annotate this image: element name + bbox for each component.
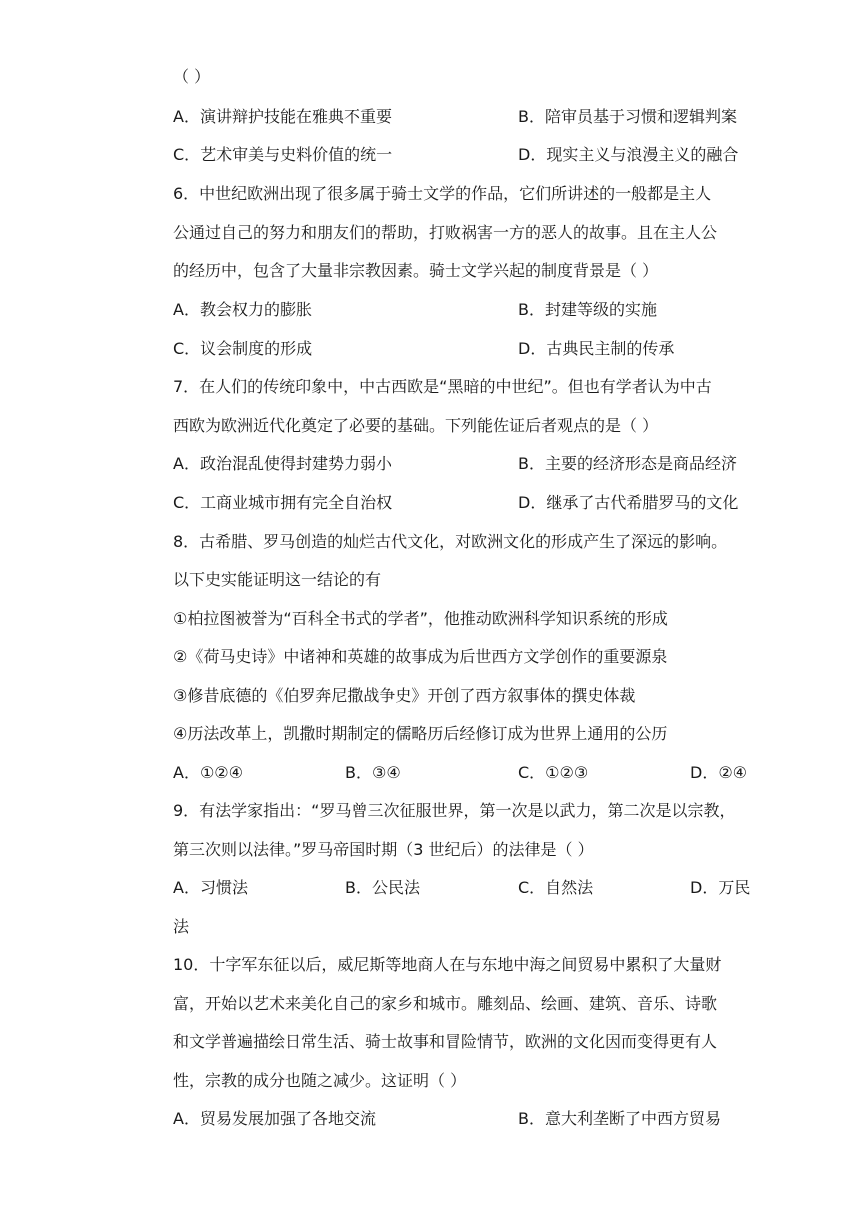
q8-option-a: A．①②④ <box>173 763 243 782</box>
q10-option-a: A．贸易发展加强了各地交流 <box>173 1109 376 1128</box>
q9-line-2: 第三次则以法律。”罗马帝国时期（3 世纪后）的法律是（ ） <box>173 840 594 859</box>
q10-line-4: 性，宗教的成分也随之减少。这证明（ ） <box>173 1071 467 1090</box>
q6-option-a: A．教会权力的膨胀 <box>173 300 312 319</box>
q10-option-b: B．意大利垄断了中西方贸易 <box>518 1109 721 1128</box>
q7-option-b: B．主要的经济形态是商品经济 <box>518 454 737 473</box>
q7-line-1: 7．在人们的传统印象中，中古西欧是“黑暗的中世纪”。但也有学者认为中古 <box>173 377 712 396</box>
q6-line-3: 的经历中，包含了大量非宗教因素。骑士文学兴起的制度背景是（ ） <box>173 261 659 280</box>
q9-option-d-wrap: 法 <box>173 917 190 936</box>
q6-line-1: 6．中世纪欧洲出现了很多属于骑士文学的作品，它们所讲述的一般都是主人 <box>173 184 712 203</box>
q8-statement-3: ③修昔底德的《伯罗奔尼撒战争史》开创了西方叙事体的撰史体裁 <box>173 686 636 705</box>
q9-option-c: C．自然法 <box>518 878 594 897</box>
q8-statement-1: ①柏拉图被誉为“百科全书式的学者”，他推动欧洲科学知识系统的形成 <box>173 609 668 628</box>
q9-line-1: 9．有法学家指出：“罗马曾三次征服世界，第一次是以武力，第二次是以宗教， <box>173 801 736 820</box>
q7-option-a: A．政治混乱使得封建势力弱小 <box>173 454 392 473</box>
q9-option-b: B．公民法 <box>345 878 420 897</box>
q8-line-1: 8．古希腊、罗马创造的灿烂古代文化，对欧洲文化的形成产生了深远的影响。 <box>173 532 728 551</box>
q8-line-2: 以下史实能证明这一结论的有 <box>173 570 382 589</box>
q6-option-c: C．议会制度的形成 <box>173 339 313 358</box>
q8-option-c: C．①②③ <box>518 763 589 782</box>
q10-line-2: 富，开始以艺术来美化自己的家乡和城市。雕刻品、绘画、建筑、音乐、诗歌 <box>173 994 718 1013</box>
q5-option-b: B．陪审员基于习惯和逻辑判案 <box>518 107 737 126</box>
q7-option-d: D．继承了古代希腊罗马的文化 <box>518 493 739 512</box>
q6-line-2: 公通过自己的努力和朋友们的帮助，打败祸害一方的恶人的故事。且在主人公 <box>173 223 718 242</box>
q8-option-b: B．③④ <box>345 763 401 782</box>
q5-option-c: C．艺术审美与史料价值的统一 <box>173 145 393 164</box>
q5-answer-bracket: （ ） <box>173 67 211 86</box>
q8-statement-4: ④历法改革上，凯撒时期制定的儒略历后经修订成为世界上通用的公历 <box>173 724 668 743</box>
q9-option-a: A．习惯法 <box>173 878 248 897</box>
q7-line-2: 西欧为欧洲近代化奠定了必要的基础。下列能佐证后者观点的是（ ） <box>173 416 659 435</box>
q8-option-d: D．②④ <box>690 763 748 782</box>
q8-statement-2: ②《荷马史诗》中诸神和英雄的故事成为后世西方文学创作的重要源泉 <box>173 647 668 666</box>
q10-line-3: 和文学普遍描绘日常生活、骑士故事和冒险情节，欧洲的文化因而变得更有人 <box>173 1032 718 1051</box>
q7-option-c: C．工商业城市拥有完全自治权 <box>173 493 393 512</box>
q10-line-1: 10．十字军东征以后，威尼斯等地商人在与东地中海之间贸易中累积了大量财 <box>173 955 722 974</box>
q9-option-d: D．万民 <box>690 878 751 897</box>
q5-option-d: D．现实主义与浪漫主义的融合 <box>518 145 739 164</box>
q6-option-b: B．封建等级的实施 <box>518 300 657 319</box>
q5-option-a: A．演讲辩护技能在雅典不重要 <box>173 107 392 126</box>
q6-option-d: D．古典民主制的传承 <box>518 339 675 358</box>
